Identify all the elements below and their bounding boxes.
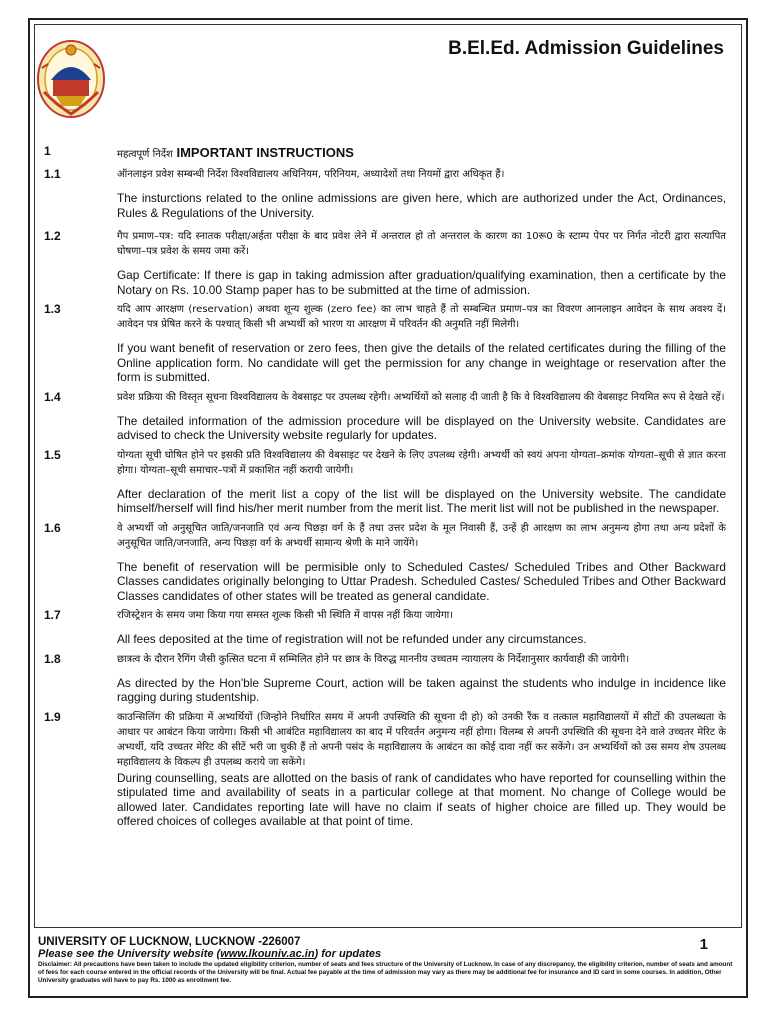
footer-disclaimer: Disclaimer: All precautions have been taken to include the updated eligibility criterion, number of seats and fees structure of the University of Lucknow. In case of any discrepancy, the eligibility criterion, number of seats and amount of fees for each course entered in the official records of the University will be final. Actual fee payable at the time of admission may vary as there may be additional fee for insurance and ID card in some courses. In addition, Other University graduates will have to pay Rs. 1000 as enrollment fee. <box>38 961 733 984</box>
footer-website-note <box>38 948 738 960</box>
item-hindi-text: वे अभ्यर्थी जो अनुसूचित जाति/जनजाति एवं अन्य पिछड़ा वर्ग के हैं तथा उत्तर प्रदेश के मूल निवासी हैं, उन्हें ही आरक्षण का लाभ अनुमन्य होगा तथा अन्य प्रदेशों के अनुसूचित जाति/जनजाति, अन्य पिछड़ा वर्ग के अभ्यर्थी सामान्य श्रेणी के माने जायेंगे। <box>117 522 726 549</box>
item-hindi-text: ऑनलाइन प्रवेश सम्बन्धी निर्देश विश्वविद्यालय अधिनियम, परिनियम, अध्यादेशों तथा नियमों द्वारा अधिकृत हैं। <box>117 169 505 180</box>
item-english-text: The detailed information of the admission procedure will be displayed on the University website. Candidates are advised to check the University website regularly for updates. <box>117 413 726 442</box>
item-english-text: Gap Certificate: If there is gap in taking admission after graduation/qualifying examination, then a certificate by the Notary on Rs. 10.00 Stamp paper has to be submitted at the time of admission. <box>117 268 726 297</box>
item-english-text: The benefit of reservation will be permisible only to Scheduled Castes/ Scheduled Tribes and Other Backward Classes candidates originally belonging to Uttar Pradesh. Scheduled Castes/ Scheduled Tribes and Other Backward Classes candidates of other states will be treated as general candidate. <box>117 559 726 603</box>
item-number: 1.4 <box>44 389 61 404</box>
instruction-item <box>44 167 726 220</box>
item-english-text: As directed by the Hon'ble Supreme Court, action will be taken against the students who indulge in incidence like ragging during studentship. <box>117 675 726 704</box>
section-number: 1 <box>44 144 51 158</box>
item-number: 1.8 <box>44 651 61 666</box>
footer-web-prefix: Please see the University website ( <box>38 948 221 960</box>
item-hindi-text: योग्यता सूची घोषित होने पर इसकी प्रति विश्वविद्यालय की वेबसाइट पर देखने के लिए उपलब्ध रहेगी। अभ्यर्थी को स्वयं अपना योग्यता–क्रमांक योग्यता–सूची से ज्ञात करना होगा। योग्यता–सूची समाचार–पत्रों में प्रकाशित नहीं करायी जायेगी। <box>117 449 726 476</box>
item-english-text: During counselling, seats are allotted on the basis of rank of candidates who have reported for counselling within the stipulated time and availability of seats in a particular college at that moment. No change of College would be allowed later. Candidates reporting late will have no claim if seats of higher choice are filled up. They would be offered choices of colleges available at that point of time. <box>117 770 726 828</box>
page-number: 1 <box>699 936 708 953</box>
item-english-text: If you want benefit of reservation or zero fees, then give the details of the related certificates during the filling of the Online application form. No candidate will get the permission for any change in weightage or reservation after the form is submitted. <box>117 341 726 384</box>
page-footer <box>38 936 738 985</box>
item-number: 1.9 <box>44 709 61 724</box>
item-number: 1.2 <box>44 229 61 243</box>
instruction-item <box>44 390 726 443</box>
item-hindi-text: रजिस्ट्रेशन के समय जमा किया गया समस्त शुल्क किसी भी स्थिति में वापस नहीं किया जायेगा। <box>117 610 453 621</box>
item-hindi-text: छात्रत्व के दौरान रैगिंग जैसी कुत्सित घटना में सम्मिलित होने पर छात्र के विरुद्ध माननीय उच्चतम न्यायालय के निर्देशानुसार कार्यवाही की जायेगी। <box>117 653 630 665</box>
footer-university: UNIVERSITY OF LUCKNOW, LUCKNOW -226007 <box>38 936 301 948</box>
item-hindi-text: गैप प्रमाण–पत्र: यदि स्नातक परीक्षा/अर्हता परीक्षा के बाद प्रवेश लेने में अन्तराल हो तो अन्तराल के कारण का 10रू0 के स्टाम्प पेपर पर निर्गत नोटरी द्वारा सत्यापित घोषणा–पत्र प्रवेश के समय जमा करें। <box>117 231 726 257</box>
instruction-item <box>44 302 726 385</box>
instruction-item <box>44 521 726 604</box>
university-emblem-icon <box>36 34 106 120</box>
document-title: B.El.Ed. Admission Guidelines <box>448 38 724 59</box>
instructions-content <box>44 144 726 829</box>
section-heading <box>117 144 726 163</box>
instruction-item <box>44 448 726 516</box>
item-number: 1.5 <box>44 447 61 462</box>
item-english-text: All fees deposited at the time of registration will not be refunded under any circumstances. <box>117 632 587 646</box>
instruction-item <box>44 710 726 829</box>
item-hindi-text: प्रवेश प्रक्रिया की विस्तृत सूचना विश्वविद्यालय के वेबसाइट पर उपलब्ध रहेगी। अभ्यर्थियों को सलाह दी जाती है कि वे विश्वविद्यालय की वेबसाइट नियमित रूप से देखते रहें। <box>117 391 725 403</box>
instruction-item <box>44 652 726 705</box>
section-heading-hindi: महत्वपूर्ण निर्देश <box>117 149 173 160</box>
item-number: 1.1 <box>44 167 61 181</box>
item-number: 1.7 <box>44 608 61 622</box>
item-number: 1.6 <box>44 520 61 535</box>
instruction-item <box>44 229 726 297</box>
item-hindi-text: काउन्सिलिंग की प्रक्रिया में अभ्यर्थियों (जिन्होने निर्धारित समय में अपनी उपस्थिति की सूचना दी हो) को उनकी रैंक व तत्काल महाविद्यालयों में सीटों की उपलब्धता के आधार पर आबंटन किया जायेगा। किसी भी आबंटित महाविद्यालय का बाद में परिवर्तन अनुमन्य नहीं होगा। विलम्ब से अपनी उपस्थिति की सूचना देने वाले उच्चतर मेरिट के अभ्यर्थी, यदि उच्चतर मेरिट की सीटें भरी जा चुकी हैं तो अपनी पसंद के महाविद्यालय के आबंटन का कोई दावा नहीं कर सकेंगे। उन अभ्यर्थियों को उस समय शेष उपलब्ध महाविद्यालय के विकल्प ही उपलब्ध कराये जा सकेंगे। <box>117 711 726 768</box>
section-heading-english: IMPORTANT INSTRUCTIONS <box>176 145 354 160</box>
footer-web-suffix: ) for updates <box>314 948 382 960</box>
item-number: 1.3 <box>44 302 61 316</box>
instruction-item <box>44 608 726 647</box>
university-website-link[interactable]: www.lkouniv.ac.in <box>220 948 315 960</box>
item-english-text: After declaration of the merit list a copy of the list will be displayed on the University website. The candidate himself/herself will find his/her merit number from the merit list. The merit list will not be published in the newspaper. <box>117 486 726 515</box>
item-hindi-text: यदि आप आरक्षण (reservation) अथवा शून्य शुल्क (zero fee) का लाभ चाहते हैं तो सम्बन्धित प्रमाण–पत्र का विवरण आनलाइन आवेदन के साथ अवश्य दें। आवेदन पत्र प्रेषित करने के पश्चात् किसी भी अभ्यर्थी को भारण या आरक्षण में परिवर्तन की अनुमति नहीं मिलेगी। <box>117 304 726 330</box>
item-english-text: The insturctions related to the online admissions are given here, which are authorized under the Act, Ordinances, Rules & Regulations of the University. <box>117 191 726 220</box>
section-heading-row <box>44 144 726 163</box>
